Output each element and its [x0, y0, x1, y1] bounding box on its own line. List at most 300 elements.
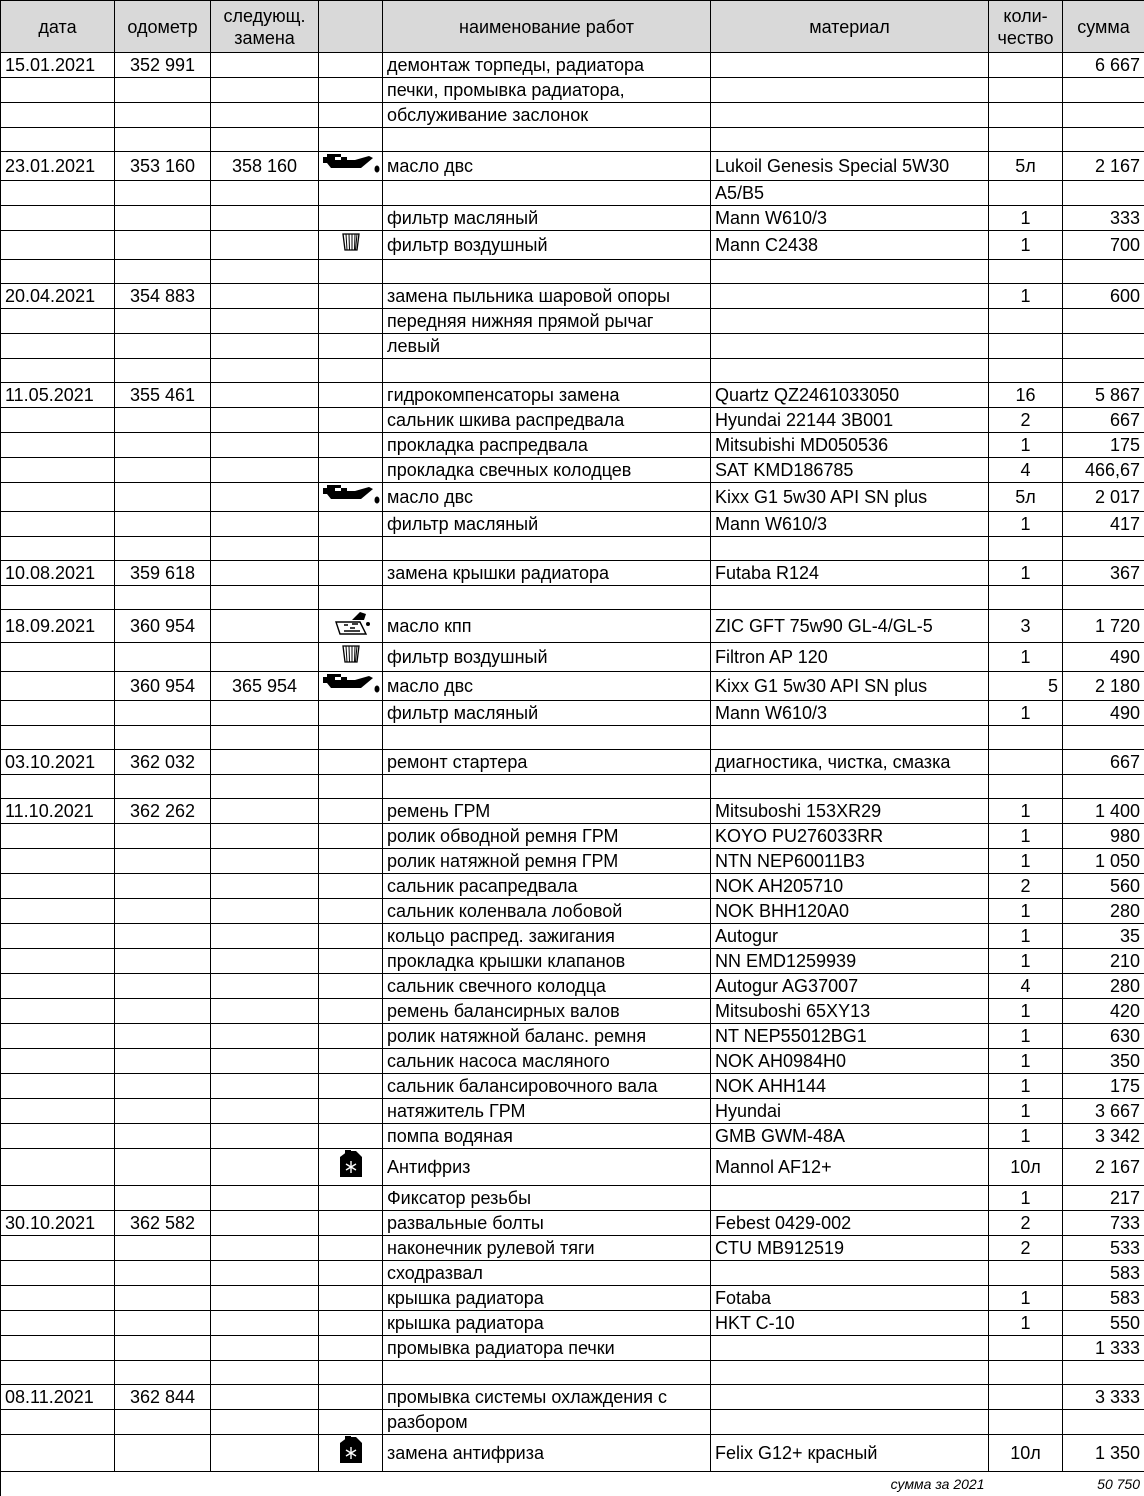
cell-sum[interactable]: 367 [1063, 561, 1144, 586]
cell-icon[interactable] [319, 1236, 383, 1261]
cell-icon[interactable] [319, 1261, 383, 1286]
cell-sum[interactable] [1063, 128, 1144, 152]
cell-date[interactable]: 03.10.2021 [1, 750, 115, 775]
cell-material[interactable] [711, 260, 989, 284]
cell-sum[interactable] [1063, 1410, 1144, 1435]
cell-odometer[interactable] [115, 309, 211, 334]
cell-next-change[interactable] [211, 849, 319, 874]
cell-quantity[interactable] [989, 309, 1063, 334]
cell-work[interactable]: промывка радиатора печки [383, 1336, 711, 1361]
cell-next-change[interactable] [211, 231, 319, 260]
cell-material[interactable]: Mannol AF12+ [711, 1149, 989, 1186]
cell-next-change[interactable] [211, 1261, 319, 1286]
cell-quantity[interactable]: 5л [989, 152, 1063, 181]
cell-icon[interactable] [319, 512, 383, 537]
cell-work[interactable]: крышка радиатора [383, 1311, 711, 1336]
cell-material[interactable]: Lukoil Genesis Special 5W30 [711, 152, 989, 181]
cell-next-change[interactable] [211, 359, 319, 383]
cell-quantity[interactable] [989, 53, 1063, 78]
cell-material[interactable]: Mann W610/3 [711, 701, 989, 726]
cell-odometer[interactable]: 362 262 [115, 799, 211, 824]
cell-material[interactable]: NOK AH205710 [711, 874, 989, 899]
cell-work[interactable] [383, 537, 711, 561]
cell-work[interactable]: сальник свечного колодца [383, 974, 711, 999]
cell-work[interactable] [383, 726, 711, 750]
cell-sum[interactable]: 175 [1063, 433, 1144, 458]
cell-sum[interactable] [1063, 260, 1144, 284]
cell-date[interactable]: 30.10.2021 [1, 1211, 115, 1236]
cell-sum[interactable]: 667 [1063, 750, 1144, 775]
cell-next-change[interactable] [211, 260, 319, 284]
cell-sum[interactable]: 630 [1063, 1024, 1144, 1049]
cell-material[interactable]: Kixx G1 5w30 API SN plus [711, 483, 989, 512]
cell-sum[interactable]: 6 667 [1063, 53, 1144, 78]
cell-quantity[interactable]: 1 [989, 512, 1063, 537]
cell-quantity[interactable] [989, 1261, 1063, 1286]
cell-work[interactable]: ролик натяжной баланс. ремня [383, 1024, 711, 1049]
cell-sum[interactable]: 1 400 [1063, 799, 1144, 824]
cell-date[interactable] [1, 924, 115, 949]
cell-next-change[interactable] [211, 799, 319, 824]
cell-icon[interactable] [319, 1286, 383, 1311]
cell-date[interactable] [1, 231, 115, 260]
cell-sum[interactable]: 420 [1063, 999, 1144, 1024]
cell-quantity[interactable]: 1 [989, 284, 1063, 309]
cell-date[interactable] [1, 824, 115, 849]
cell-sum[interactable]: 583 [1063, 1286, 1144, 1311]
cell-material[interactable]: Felix G12+ красный [711, 1435, 989, 1472]
cell-odometer[interactable] [115, 1186, 211, 1211]
cell-work[interactable]: разбором [383, 1410, 711, 1435]
cell-material[interactable]: Mann W610/3 [711, 512, 989, 537]
cell-material[interactable]: NOK BHH120A0 [711, 899, 989, 924]
cell-material[interactable] [711, 1361, 989, 1385]
cell-icon[interactable] [319, 483, 383, 512]
cell-next-change[interactable] [211, 181, 319, 206]
cell-work[interactable]: развальные болты [383, 1211, 711, 1236]
cell-material[interactable]: SAT KMD186785 [711, 458, 989, 483]
cell-work[interactable]: наконечник рулевой тяги [383, 1236, 711, 1261]
cell-sum[interactable]: 490 [1063, 701, 1144, 726]
cell-sum[interactable]: 3 342 [1063, 1124, 1144, 1149]
cell-next-change[interactable] [211, 561, 319, 586]
cell-material[interactable] [711, 103, 989, 128]
cell-work[interactable]: масло двс [383, 152, 711, 181]
cell-quantity[interactable]: 1 [989, 799, 1063, 824]
cell-icon[interactable] [319, 181, 383, 206]
cell-odometer[interactable] [115, 537, 211, 561]
cell-work[interactable]: сходразвал [383, 1261, 711, 1286]
cell-date[interactable] [1, 78, 115, 103]
cell-quantity[interactable] [989, 78, 1063, 103]
cell-date[interactable] [1, 433, 115, 458]
cell-work[interactable] [383, 128, 711, 152]
cell-sum[interactable]: 2 167 [1063, 1149, 1144, 1186]
cell-next-change[interactable] [211, 1361, 319, 1385]
cell-sum[interactable]: 217 [1063, 1186, 1144, 1211]
cell-date[interactable] [1, 1311, 115, 1336]
cell-quantity[interactable] [989, 128, 1063, 152]
cell-icon[interactable] [319, 1336, 383, 1361]
cell-material[interactable]: Mitsuboshi 65XY13 [711, 999, 989, 1024]
cell-date[interactable] [1, 643, 115, 672]
cell-work[interactable]: сальник шкива распредвала [383, 408, 711, 433]
cell-date[interactable] [1, 483, 115, 512]
cell-odometer[interactable] [115, 1024, 211, 1049]
cell-work[interactable]: ремень балансирных валов [383, 999, 711, 1024]
total-sum[interactable]: 50 750 [1063, 1472, 1144, 1496]
cell-quantity[interactable]: 10л [989, 1435, 1063, 1472]
cell-material[interactable] [711, 309, 989, 334]
cell-odometer[interactable] [115, 78, 211, 103]
cell-work[interactable]: сальник расапредвала [383, 874, 711, 899]
cell-material[interactable] [711, 359, 989, 383]
cell-icon[interactable] [319, 824, 383, 849]
cell-sum[interactable]: 466,67 [1063, 458, 1144, 483]
cell-date[interactable] [1, 1124, 115, 1149]
cell-odometer[interactable] [115, 974, 211, 999]
cell-odometer[interactable] [115, 949, 211, 974]
cell-quantity[interactable]: 1 [989, 1099, 1063, 1124]
cell-sum[interactable]: 667 [1063, 408, 1144, 433]
cell-quantity[interactable]: 1 [989, 643, 1063, 672]
cell-next-change[interactable] [211, 284, 319, 309]
cell-material[interactable]: NTN NEP60011B3 [711, 849, 989, 874]
cell-odometer[interactable] [115, 181, 211, 206]
cell-material[interactable] [711, 537, 989, 561]
cell-quantity[interactable] [989, 775, 1063, 799]
cell-icon[interactable] [319, 260, 383, 284]
cell-odometer[interactable]: 360 954 [115, 610, 211, 643]
cell-date[interactable] [1, 1024, 115, 1049]
cell-odometer[interactable] [115, 849, 211, 874]
cell-next-change[interactable] [211, 701, 319, 726]
cell-material[interactable]: CTU MB912519 [711, 1236, 989, 1261]
cell-date[interactable] [1, 974, 115, 999]
cell-odometer[interactable]: 362 582 [115, 1211, 211, 1236]
cell-sum[interactable]: 3 667 [1063, 1099, 1144, 1124]
cell-sum[interactable]: 583 [1063, 1261, 1144, 1286]
cell-material[interactable] [711, 1186, 989, 1211]
cell-icon[interactable] [319, 53, 383, 78]
cell-material[interactable]: Mitsuboshi 153XR29 [711, 799, 989, 824]
cell-date[interactable] [1, 1099, 115, 1124]
cell-quantity[interactable]: 1 [989, 1074, 1063, 1099]
cell-icon[interactable] [319, 1186, 383, 1211]
cell-material[interactable]: Futaba R124 [711, 561, 989, 586]
cell-sum[interactable] [1063, 78, 1144, 103]
header-icon[interactable] [319, 1, 383, 53]
cell-odometer[interactable] [115, 701, 211, 726]
cell-date[interactable] [1, 1410, 115, 1435]
cell-material[interactable]: KOYO PU276033RR [711, 824, 989, 849]
cell-odometer[interactable] [115, 1435, 211, 1472]
cell-next-change[interactable] [211, 1336, 319, 1361]
cell-odometer[interactable] [115, 1410, 211, 1435]
cell-quantity[interactable]: 1 [989, 1124, 1063, 1149]
cell-date[interactable] [1, 874, 115, 899]
cell-material[interactable] [711, 775, 989, 799]
cell-material[interactable]: Mitsubishi MD050536 [711, 433, 989, 458]
cell-odometer[interactable] [115, 1261, 211, 1286]
cell-next-change[interactable] [211, 824, 319, 849]
cell-quantity[interactable] [989, 1410, 1063, 1435]
cell-icon[interactable] [319, 799, 383, 824]
cell-work[interactable]: помпа водяная [383, 1124, 711, 1149]
cell-material[interactable] [711, 1336, 989, 1361]
cell-odometer[interactable]: 360 954 [115, 672, 211, 701]
cell-material[interactable]: Autogur AG37007 [711, 974, 989, 999]
cell-next-change[interactable]: 358 160 [211, 152, 319, 181]
cell-quantity[interactable] [989, 1385, 1063, 1410]
cell-material[interactable]: Hyundai 22144 3B001 [711, 408, 989, 433]
cell-date[interactable]: 23.01.2021 [1, 152, 115, 181]
cell-next-change[interactable] [211, 610, 319, 643]
cell-next-change[interactable] [211, 1410, 319, 1435]
cell-odometer[interactable] [115, 359, 211, 383]
cell-quantity[interactable]: 2 [989, 1236, 1063, 1261]
cell-next-change[interactable] [211, 999, 319, 1024]
cell-next-change[interactable] [211, 537, 319, 561]
cell-quantity[interactable]: 1 [989, 999, 1063, 1024]
cell-work[interactable]: замена пыльника шаровой опоры [383, 284, 711, 309]
cell-date[interactable] [1, 334, 115, 359]
cell-next-change[interactable] [211, 483, 319, 512]
cell-icon[interactable] [319, 1099, 383, 1124]
cell-sum[interactable]: 700 [1063, 231, 1144, 260]
cell-icon[interactable] [319, 383, 383, 408]
cell-icon[interactable] [319, 1361, 383, 1385]
cell-icon[interactable] [319, 458, 383, 483]
cell-material[interactable] [711, 1261, 989, 1286]
cell-odometer[interactable] [115, 512, 211, 537]
cell-work[interactable]: фильтр масляный [383, 701, 711, 726]
cell-date[interactable] [1, 726, 115, 750]
cell-date[interactable] [1, 260, 115, 284]
cell-odometer[interactable]: 362 032 [115, 750, 211, 775]
cell-sum[interactable] [1063, 103, 1144, 128]
cell-work[interactable] [383, 775, 711, 799]
cell-odometer[interactable]: 359 618 [115, 561, 211, 586]
cell-quantity[interactable] [989, 359, 1063, 383]
cell-next-change[interactable] [211, 206, 319, 231]
cell-quantity[interactable]: 1 [989, 824, 1063, 849]
cell-icon[interactable] [319, 701, 383, 726]
cell-date[interactable] [1, 128, 115, 152]
cell-quantity[interactable]: 5л [989, 483, 1063, 512]
cell-next-change[interactable] [211, 1124, 319, 1149]
cell-sum[interactable]: 210 [1063, 949, 1144, 974]
cell-date[interactable]: 11.10.2021 [1, 799, 115, 824]
cell-sum[interactable]: 2 017 [1063, 483, 1144, 512]
cell-icon[interactable] [319, 1211, 383, 1236]
cell-sum[interactable]: 1 350 [1063, 1435, 1144, 1472]
cell-sum[interactable]: 1 333 [1063, 1336, 1144, 1361]
cell-icon[interactable] [319, 1074, 383, 1099]
cell-material[interactable] [711, 53, 989, 78]
cell-work[interactable] [383, 1361, 711, 1385]
cell-odometer[interactable] [115, 586, 211, 610]
cell-icon[interactable] [319, 849, 383, 874]
cell-sum[interactable]: 490 [1063, 643, 1144, 672]
cell-icon[interactable] [319, 1385, 383, 1410]
cell-next-change[interactable] [211, 408, 319, 433]
cell-date[interactable]: 11.05.2021 [1, 383, 115, 408]
cell-material[interactable]: NN EMD1259939 [711, 949, 989, 974]
cell-date[interactable]: 10.08.2021 [1, 561, 115, 586]
cell-work[interactable]: фильтр воздушный [383, 643, 711, 672]
cell-sum[interactable] [1063, 359, 1144, 383]
cell-next-change[interactable] [211, 949, 319, 974]
cell-next-change[interactable] [211, 1236, 319, 1261]
cell-work[interactable] [383, 359, 711, 383]
cell-icon[interactable] [319, 408, 383, 433]
cell-work[interactable] [383, 260, 711, 284]
cell-material[interactable] [711, 128, 989, 152]
cell-icon[interactable] [319, 1435, 383, 1472]
cell-date[interactable] [1, 1261, 115, 1286]
cell-odometer[interactable] [115, 899, 211, 924]
cell-sum[interactable] [1063, 309, 1144, 334]
cell-next-change[interactable] [211, 750, 319, 775]
cell-next-change[interactable] [211, 643, 319, 672]
cell-work[interactable]: Фиксатор резьбы [383, 1186, 711, 1211]
cell-date[interactable] [1, 1286, 115, 1311]
cell-next-change[interactable] [211, 1099, 319, 1124]
cell-material[interactable] [711, 334, 989, 359]
cell-date[interactable] [1, 206, 115, 231]
cell-work[interactable]: сальник насоса масляного [383, 1049, 711, 1074]
cell-work[interactable]: фильтр масляный [383, 512, 711, 537]
cell-sum[interactable]: 280 [1063, 899, 1144, 924]
cell-sum[interactable] [1063, 726, 1144, 750]
cell-icon[interactable] [319, 78, 383, 103]
cell-icon[interactable] [319, 949, 383, 974]
cell-next-change[interactable] [211, 433, 319, 458]
cell-sum[interactable] [1063, 1361, 1144, 1385]
cell-sum[interactable]: 600 [1063, 284, 1144, 309]
cell-next-change[interactable] [211, 1074, 319, 1099]
cell-quantity[interactable]: 16 [989, 383, 1063, 408]
cell-next-change[interactable] [211, 512, 319, 537]
cell-work[interactable]: натяжитель ГРМ [383, 1099, 711, 1124]
cell-quantity[interactable] [989, 260, 1063, 284]
cell-odometer[interactable] [115, 924, 211, 949]
cell-work[interactable]: масло двс [383, 483, 711, 512]
cell-next-change[interactable] [211, 1211, 319, 1236]
cell-date[interactable] [1, 458, 115, 483]
cell-date[interactable]: 08.11.2021 [1, 1385, 115, 1410]
cell-work[interactable]: сальник коленвала лобовой [383, 899, 711, 924]
cell-sum[interactable]: 333 [1063, 206, 1144, 231]
cell-next-change[interactable] [211, 103, 319, 128]
cell-work[interactable]: фильтр масляный [383, 206, 711, 231]
cell-odometer[interactable]: 354 883 [115, 284, 211, 309]
cell-next-change[interactable] [211, 383, 319, 408]
cell-odometer[interactable] [115, 458, 211, 483]
cell-material[interactable]: Fotaba [711, 1286, 989, 1311]
cell-work[interactable]: прокладка свечных колодцев [383, 458, 711, 483]
cell-sum[interactable] [1063, 181, 1144, 206]
cell-odometer[interactable] [115, 128, 211, 152]
cell-quantity[interactable] [989, 334, 1063, 359]
cell-next-change[interactable] [211, 1311, 319, 1336]
cell-quantity[interactable] [989, 726, 1063, 750]
cell-date[interactable] [1, 1435, 115, 1472]
cell-material[interactable]: ZIC GFT 75w90 GL-4/GL-5 [711, 610, 989, 643]
cell-quantity[interactable] [989, 1336, 1063, 1361]
cell-work[interactable]: печки, промывка радиатора, [383, 78, 711, 103]
cell-date[interactable] [1, 512, 115, 537]
cell-sum[interactable]: 1 720 [1063, 610, 1144, 643]
cell-quantity[interactable]: 1 [989, 1286, 1063, 1311]
cell-next-change[interactable] [211, 974, 319, 999]
cell-odometer[interactable] [115, 1124, 211, 1149]
cell-date[interactable] [1, 181, 115, 206]
cell-sum[interactable]: 2 167 [1063, 152, 1144, 181]
cell-icon[interactable] [319, 726, 383, 750]
cell-date[interactable] [1, 1149, 115, 1186]
cell-quantity[interactable]: 1 [989, 433, 1063, 458]
cell-odometer[interactable] [115, 433, 211, 458]
cell-quantity[interactable]: 5 [989, 672, 1063, 701]
cell-material[interactable]: Hyundai [711, 1099, 989, 1124]
cell-next-change[interactable] [211, 78, 319, 103]
cell-material[interactable]: NT NEP55012BG1 [711, 1024, 989, 1049]
cell-odometer[interactable] [115, 408, 211, 433]
cell-date[interactable] [1, 1336, 115, 1361]
cell-work[interactable]: фильтр воздушный [383, 231, 711, 260]
cell-work[interactable]: гидрокомпенсаторы замена [383, 383, 711, 408]
cell-date[interactable] [1, 999, 115, 1024]
cell-icon[interactable] [319, 999, 383, 1024]
cell-odometer[interactable]: 353 160 [115, 152, 211, 181]
cell-sum[interactable]: 280 [1063, 974, 1144, 999]
cell-material[interactable]: Febest 0429-002 [711, 1211, 989, 1236]
cell-icon[interactable] [319, 1024, 383, 1049]
cell-quantity[interactable]: 1 [989, 949, 1063, 974]
cell-date[interactable] [1, 899, 115, 924]
cell-sum[interactable]: 175 [1063, 1074, 1144, 1099]
cell-odometer[interactable] [115, 334, 211, 359]
cell-odometer[interactable] [115, 483, 211, 512]
cell-work[interactable]: прокладка крышки клапанов [383, 949, 711, 974]
cell-date[interactable] [1, 672, 115, 701]
cell-quantity[interactable]: 1 [989, 206, 1063, 231]
cell-quantity[interactable]: 1 [989, 849, 1063, 874]
cell-odometer[interactable]: 362 844 [115, 1385, 211, 1410]
cell-work[interactable]: замена антифриза [383, 1435, 711, 1472]
cell-next-change[interactable] [211, 1435, 319, 1472]
cell-odometer[interactable] [115, 1099, 211, 1124]
cell-material[interactable] [711, 284, 989, 309]
cell-icon[interactable] [319, 643, 383, 672]
cell-quantity[interactable]: 1 [989, 561, 1063, 586]
cell-icon[interactable] [319, 899, 383, 924]
cell-material[interactable]: A5/B5 [711, 181, 989, 206]
cell-work[interactable]: Антифриз [383, 1149, 711, 1186]
cell-quantity[interactable] [989, 537, 1063, 561]
cell-material[interactable]: Filtron AP 120 [711, 643, 989, 672]
header-sum[interactable]: сумма [1063, 1, 1144, 53]
cell-sum[interactable]: 417 [1063, 512, 1144, 537]
cell-icon[interactable] [319, 974, 383, 999]
cell-sum[interactable]: 2 180 [1063, 672, 1144, 701]
cell-next-change[interactable]: 365 954 [211, 672, 319, 701]
cell-material[interactable] [711, 1385, 989, 1410]
cell-odometer[interactable] [115, 775, 211, 799]
cell-icon[interactable] [319, 561, 383, 586]
